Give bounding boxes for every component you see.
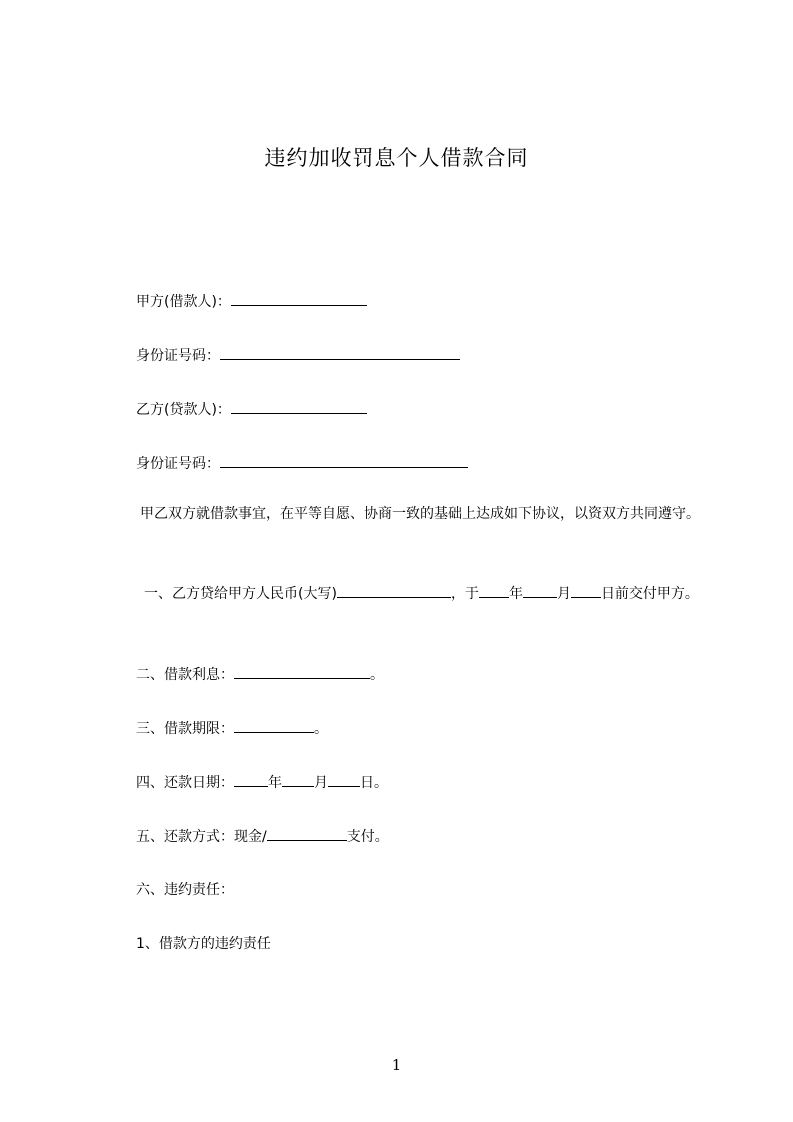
clause-6-heading: 六、违约责任： [136, 882, 234, 898]
party-b-blank[interactable] [231, 399, 367, 414]
clause-4-month: 月 [314, 775, 328, 791]
clause-4-label: 四、还款日期： [136, 775, 234, 791]
clause-3-label: 三、借款期限： [136, 721, 234, 737]
party-a-label: 甲方(借款人)： [136, 294, 231, 310]
clause-1-tail: 日前交付甲方。 [600, 586, 699, 602]
party-a-id-label: 身份证号码： [136, 348, 220, 364]
clause-5-end: 支付。 [346, 829, 389, 845]
repay-month-blank[interactable] [282, 772, 314, 787]
term-blank[interactable] [234, 718, 314, 733]
document-title: 违约加收罚息个人借款合同 [264, 146, 529, 170]
clause-6-1-heading: 1、借款方的违约责任 [136, 936, 271, 952]
party-b-id-line [136, 453, 468, 474]
delivery-year-blank[interactable] [479, 583, 509, 598]
clause-4-line [136, 772, 388, 793]
interest-blank[interactable] [234, 664, 370, 679]
party-a-blank[interactable] [231, 291, 367, 306]
clause-5-label: 五、还款方式：现金/ [136, 829, 267, 845]
party-b-id-label: 身份证号码： [136, 456, 220, 472]
clause-2-label: 二、借款利息： [136, 667, 234, 683]
amount-blank[interactable] [337, 583, 451, 598]
clause-2-line [136, 664, 384, 685]
payment-method-blank[interactable] [267, 826, 347, 841]
clause-3-end: 。 [314, 721, 328, 737]
clause-1-year: 年 [508, 586, 523, 602]
clause-4-day: 日。 [360, 775, 388, 791]
party-b-id-blank[interactable] [220, 453, 468, 468]
party-a-line [136, 291, 367, 312]
clause-4-year: 年 [268, 775, 282, 791]
party-a-id-line [136, 345, 460, 366]
repay-year-blank[interactable] [234, 772, 268, 787]
delivery-month-blank[interactable] [523, 583, 557, 598]
clause-1-month: 月 [556, 586, 571, 602]
clause-5-line [136, 826, 389, 847]
clause-3-line [136, 718, 328, 739]
party-a-id-blank[interactable] [220, 345, 460, 360]
page-number: 1 [391, 1056, 402, 1074]
delivery-day-blank[interactable] [571, 583, 601, 598]
clause-2-end: 。 [370, 667, 384, 683]
intro-paragraph: 甲乙双方就借款事宜，在平等自愿、协商一致的基础上达成如下协议，以资双方共同遵守。 [140, 506, 700, 522]
party-b-label: 乙方(贷款人)： [136, 402, 231, 418]
clause-1-prefix: 一、乙方贷给甲方人民币(大写) [144, 586, 337, 602]
party-b-line [136, 399, 367, 420]
repay-day-blank[interactable] [328, 772, 360, 787]
clause-1-paragraph [136, 579, 716, 609]
clause-1-yu: ，于 [450, 586, 479, 602]
